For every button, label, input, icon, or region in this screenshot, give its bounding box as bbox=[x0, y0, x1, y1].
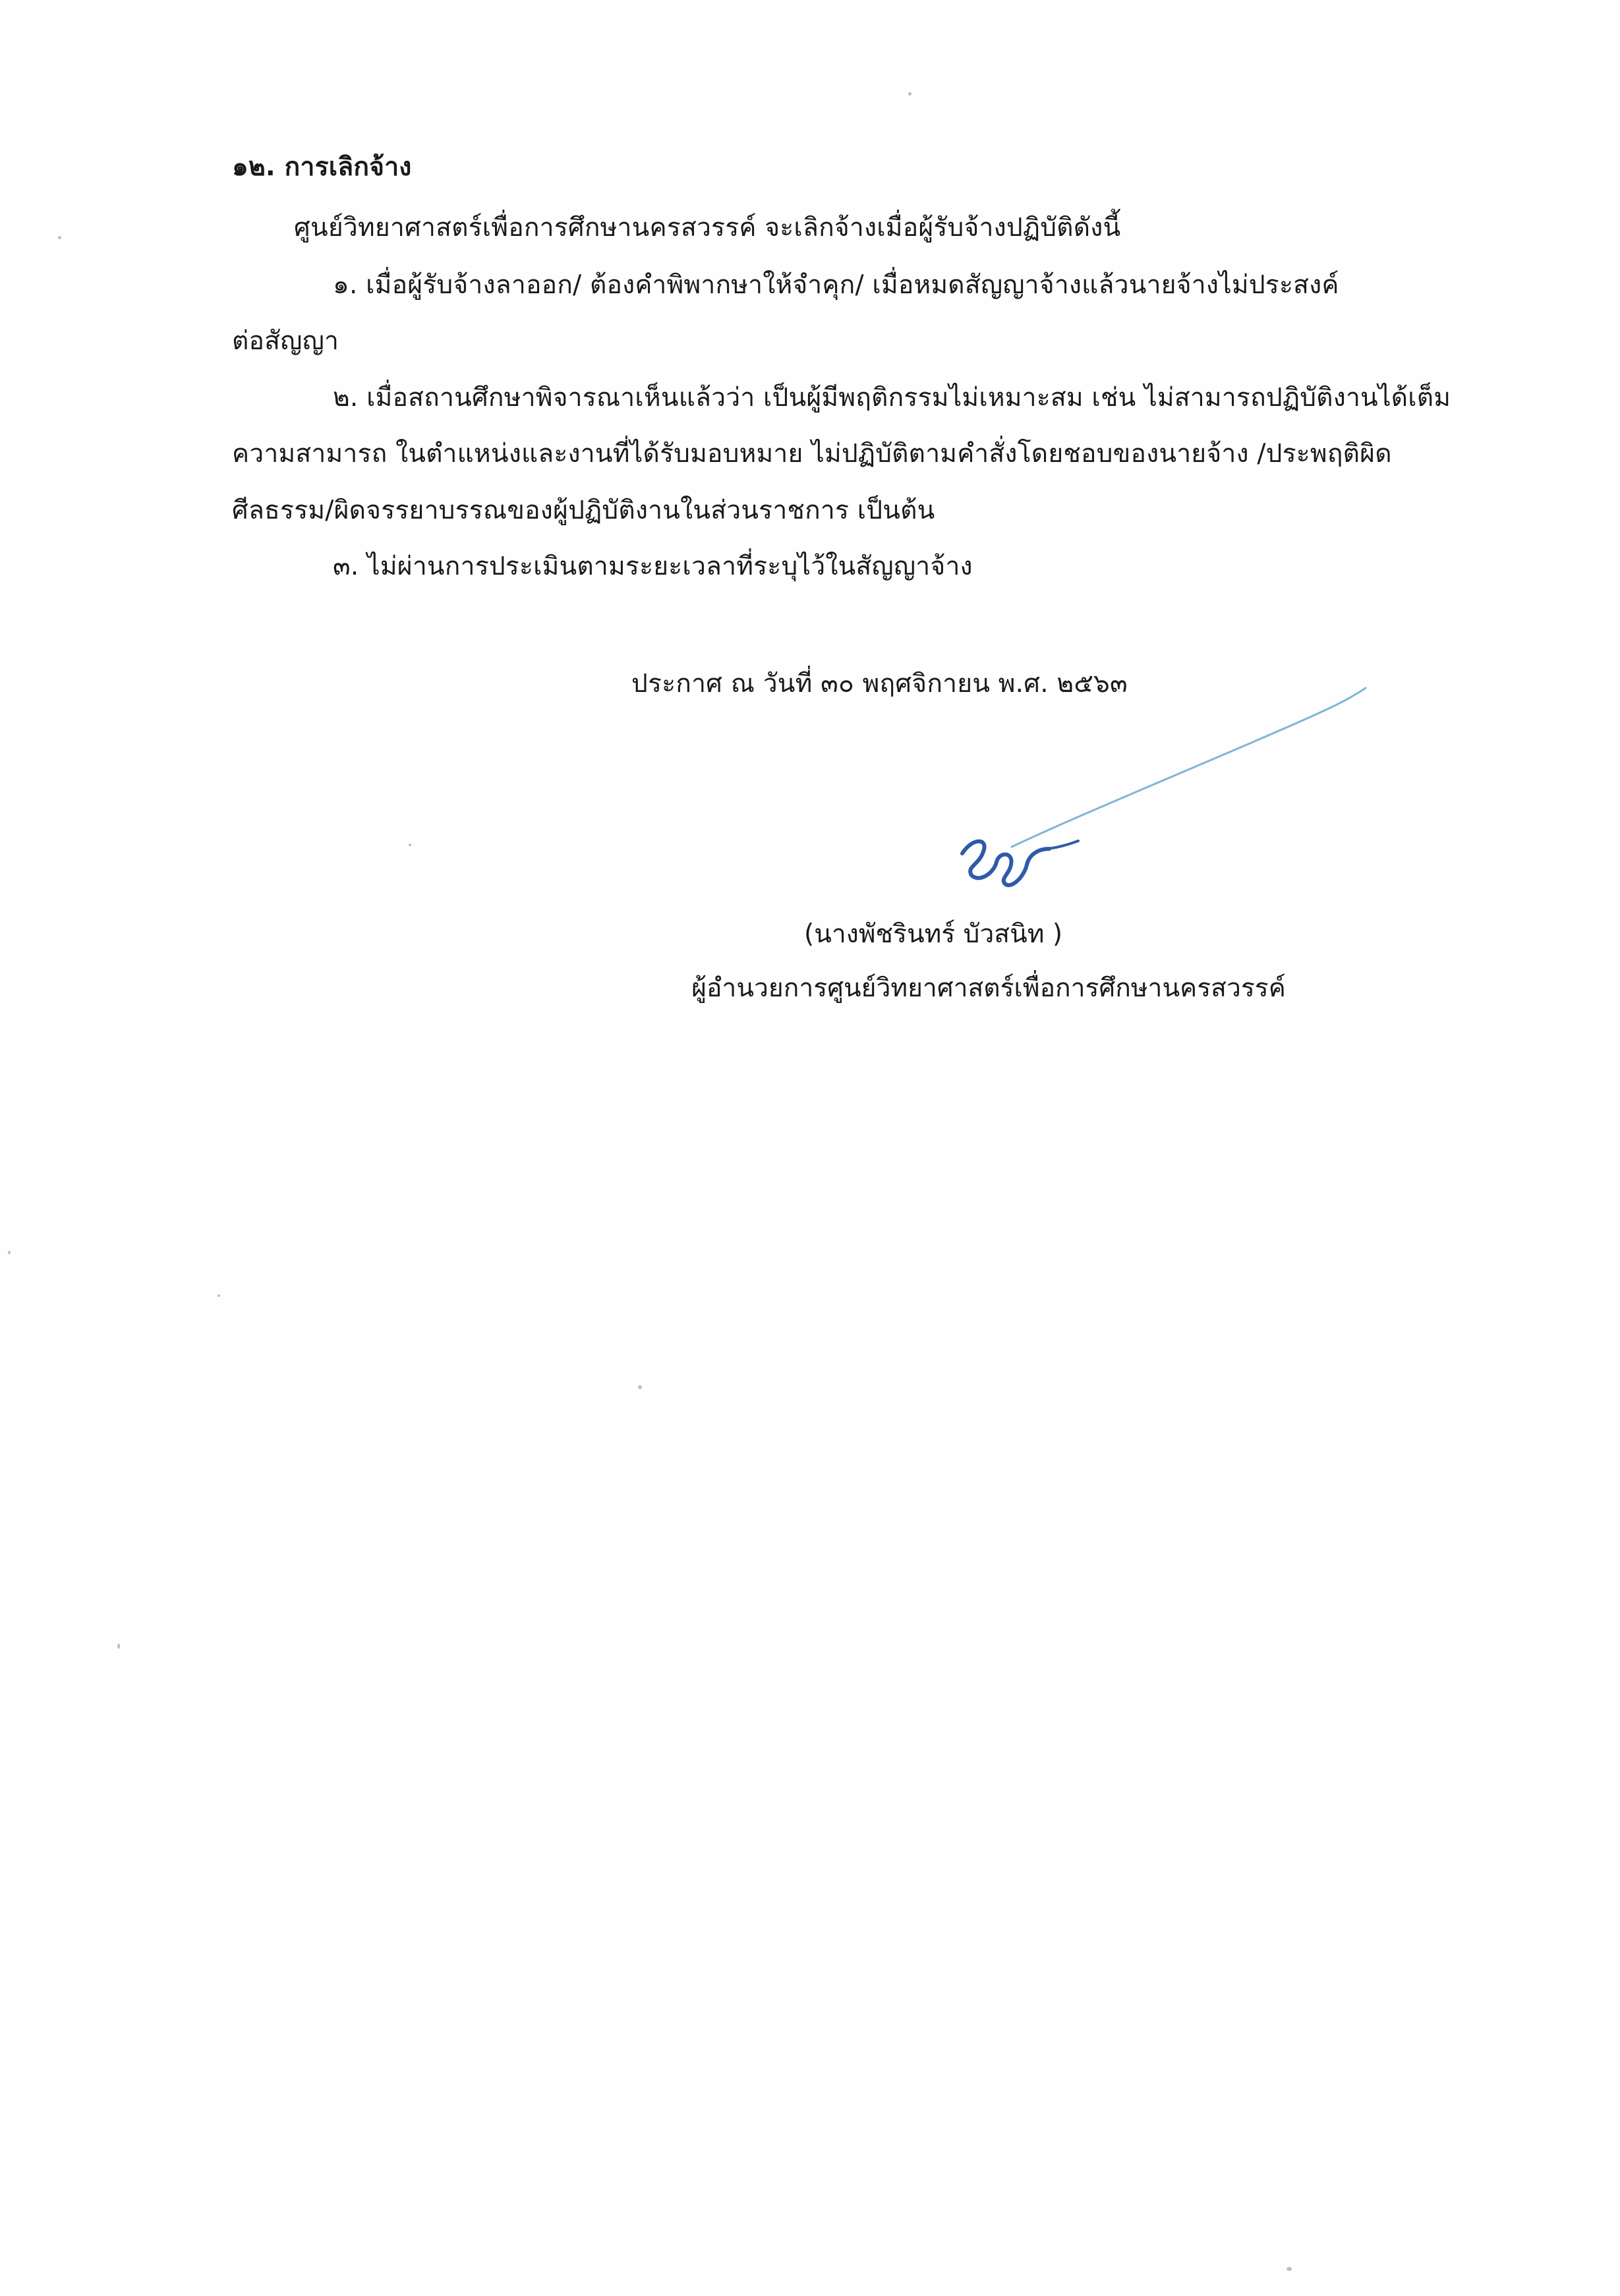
scan-speck bbox=[409, 844, 411, 846]
signature-mark bbox=[949, 679, 1371, 896]
item-3: ๓. ไม่ผ่านการประเมินตามระยะเวลาที่ระบุไว้ในสัญญาจ้าง bbox=[333, 552, 973, 581]
section-heading: ๑๒. การเลิกจ้าง bbox=[232, 152, 412, 182]
scan-speck bbox=[217, 1294, 220, 1297]
scan-speck bbox=[638, 1385, 642, 1389]
section-intro: ศูนย์วิทยาศาสตร์เพื่อการศึกษานครสวรรค์ จะเลิกจ้างเมื่อผู้รับจ้างปฏิบัติดังนี้ bbox=[294, 213, 1121, 243]
item-1-line-2: ต่อสัญญา bbox=[232, 326, 339, 356]
signer-position: ผู้อำนวยการศูนย์วิทยาศาสตร์เพื่อการศึกษานครสวรรค์ bbox=[691, 973, 1286, 1003]
scan-speck bbox=[58, 236, 61, 239]
item-2-line-2: ความสามารถ ในตำแหน่งและงานที่ได้รับมอบหมาย ไม่ปฏิบัติตามคำสั่งโดยชอบของนายจ้าง /ประพฤติผิด bbox=[232, 439, 1392, 469]
scan-speck bbox=[117, 1644, 120, 1649]
scan-speck bbox=[8, 1251, 11, 1254]
item-2-line-3: ศีลธรรม/ผิดจรรยาบรรณของผู้ปฏิบัติงานในส่วนราชการ เป็นต้น bbox=[232, 496, 935, 525]
item-1-line-1: ๑. เมื่อผู้รับจ้างลาออก/ ต้องคำพิพากษาให้จำคุก/ เมื่อหมดสัญญาจ้างแล้วนายจ้างไม่ประสงค์ bbox=[333, 270, 1339, 300]
scan-speck bbox=[908, 92, 911, 96]
announcement-date: ประกาศ ณ วันที่ ๓๐ พฤศจิกายน พ.ศ. ๒๕๖๓ bbox=[631, 669, 1128, 699]
item-2-line-1: ๒. เมื่อสถานศึกษาพิจารณาเห็นแล้วว่า เป็นผู้มีพฤติกรรมไม่เหมาะสม เช่น ไม่สามารถปฏิบัติงานได้เต็ม bbox=[333, 383, 1451, 413]
scan-speck bbox=[1287, 2267, 1292, 2271]
signer-name: (นางพัชรินทร์ บัวสนิท ) bbox=[804, 919, 1063, 949]
